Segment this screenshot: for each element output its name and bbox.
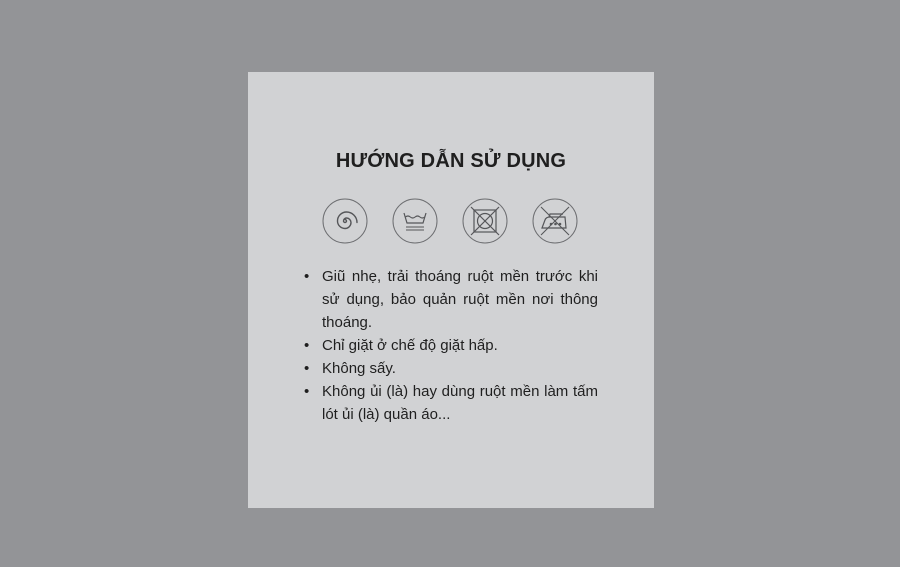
list-item: • Giũ nhẹ, trải thoáng ruột mền trước khi sử dụng, bảo quản ruột mền nơi thông thoáng. [304,265,598,334]
card-title: HƯỚNG DẪN SỬ DỤNG [335,150,567,172]
list-item: • Chỉ giặt ở chế độ giặt hấp. [304,334,598,357]
care-instructions-card [248,72,654,508]
wash-tub-icon [392,198,438,244]
no-tumble-dry-icon [462,198,508,244]
list-item: • Không ủi (là) hay dùng ruột mền làm tấm lót ủi (là) quần áo... [304,380,598,426]
spiral-dry-icon [322,198,368,244]
care-icons-row [322,198,582,244]
list-item: • Không sấy. [304,357,598,380]
instructions-list [304,265,598,426]
no-iron-icon [532,198,578,244]
